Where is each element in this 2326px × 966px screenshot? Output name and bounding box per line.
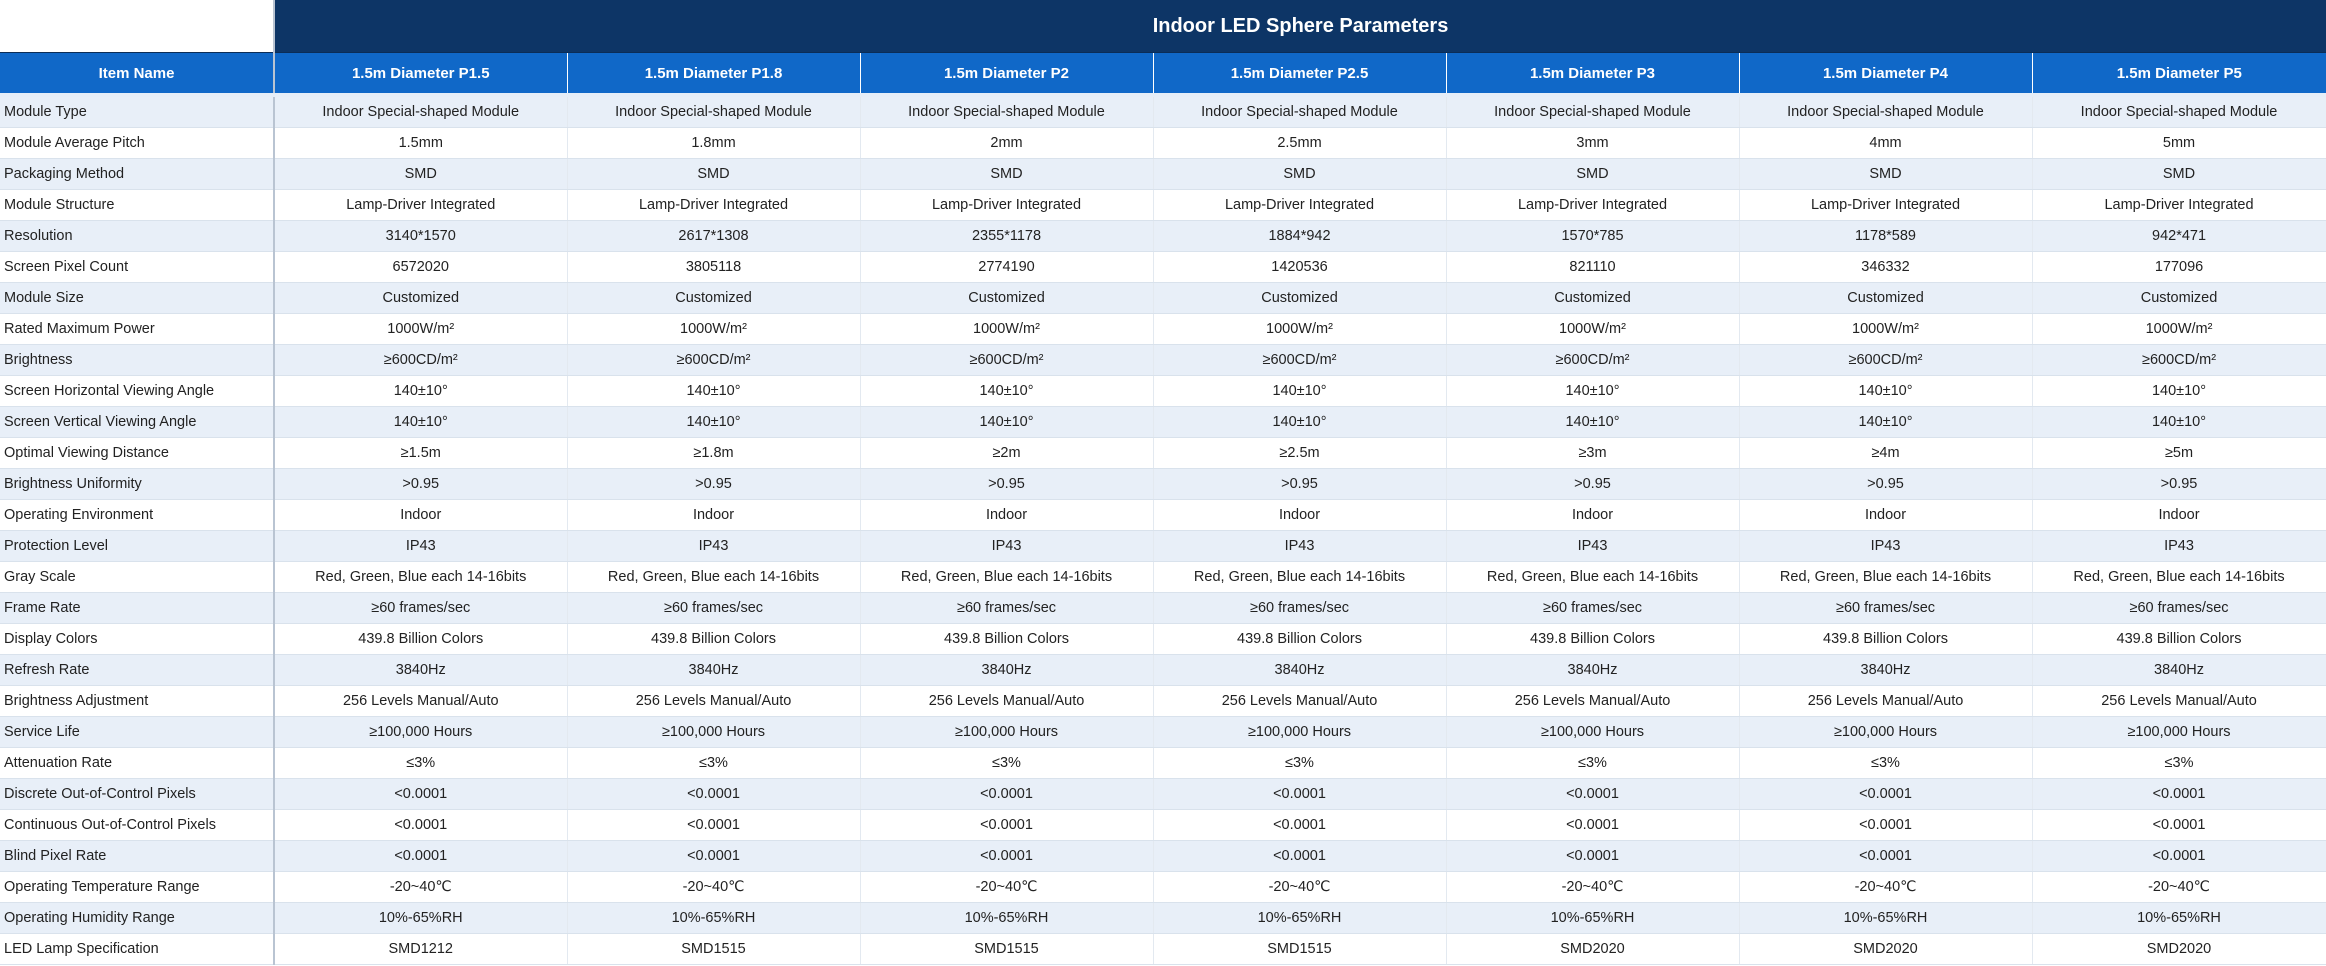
row-label: Gray Scale bbox=[0, 562, 274, 593]
row-value: IP43 bbox=[2032, 531, 2326, 562]
table-row bbox=[0, 531, 2326, 562]
row-value: ≥2.5m bbox=[1153, 438, 1446, 469]
row-value: >0.95 bbox=[274, 469, 567, 500]
row-value: -20~40℃ bbox=[1153, 872, 1446, 903]
row-value: <0.0001 bbox=[1739, 841, 2032, 872]
title-row bbox=[0, 0, 2326, 53]
row-value: ≥3m bbox=[1446, 438, 1739, 469]
table-row bbox=[0, 190, 2326, 221]
row-value: Indoor bbox=[274, 500, 567, 531]
row-value: 3840Hz bbox=[1446, 655, 1739, 686]
row-label: Blind Pixel Rate bbox=[0, 841, 274, 872]
row-value: ≥100,000 Hours bbox=[1446, 717, 1739, 748]
row-value: <0.0001 bbox=[860, 779, 1153, 810]
row-value: Indoor Special-shaped Module bbox=[860, 95, 1153, 128]
row-value: Customized bbox=[274, 283, 567, 314]
row-value: Indoor bbox=[2032, 500, 2326, 531]
row-value: <0.0001 bbox=[274, 779, 567, 810]
row-label: LED Lamp Specification bbox=[0, 934, 274, 965]
row-value: IP43 bbox=[567, 531, 860, 562]
table-row bbox=[0, 655, 2326, 686]
row-value: SMD2020 bbox=[1446, 934, 1739, 965]
row-value: <0.0001 bbox=[1446, 779, 1739, 810]
row-value: Indoor bbox=[567, 500, 860, 531]
row-value: 140±10° bbox=[274, 376, 567, 407]
table-row bbox=[0, 283, 2326, 314]
row-value: <0.0001 bbox=[1153, 841, 1446, 872]
row-value: -20~40℃ bbox=[567, 872, 860, 903]
row-value: ≥5m bbox=[2032, 438, 2326, 469]
row-value: ≥100,000 Hours bbox=[2032, 717, 2326, 748]
row-value: 439.8 Billion Colors bbox=[1153, 624, 1446, 655]
row-value: 3840Hz bbox=[1739, 655, 2032, 686]
table-row bbox=[0, 779, 2326, 810]
model-header: 1.5m Diameter P4 bbox=[1739, 53, 2032, 96]
row-value: ≥60 frames/sec bbox=[274, 593, 567, 624]
row-value: <0.0001 bbox=[2032, 779, 2326, 810]
table-row bbox=[0, 934, 2326, 965]
model-header: 1.5m Diameter P1.8 bbox=[567, 53, 860, 96]
row-value: Red, Green, Blue each 14-16bits bbox=[274, 562, 567, 593]
row-value: 3840Hz bbox=[2032, 655, 2326, 686]
row-label: Attenuation Rate bbox=[0, 748, 274, 779]
row-value: ≤3% bbox=[1446, 748, 1739, 779]
row-value: >0.95 bbox=[1153, 469, 1446, 500]
row-value: SMD bbox=[860, 159, 1153, 190]
row-value: ≥100,000 Hours bbox=[274, 717, 567, 748]
row-value: -20~40℃ bbox=[1446, 872, 1739, 903]
row-value: 140±10° bbox=[2032, 376, 2326, 407]
row-value: ≥1.8m bbox=[567, 438, 860, 469]
table-row bbox=[0, 872, 2326, 903]
row-value: <0.0001 bbox=[860, 810, 1153, 841]
row-label: Rated Maximum Power bbox=[0, 314, 274, 345]
row-value: 4mm bbox=[1739, 128, 2032, 159]
header-row bbox=[0, 53, 2326, 96]
row-value: ≤3% bbox=[1739, 748, 2032, 779]
row-value: 3mm bbox=[1446, 128, 1739, 159]
row-value: <0.0001 bbox=[2032, 841, 2326, 872]
row-value: IP43 bbox=[274, 531, 567, 562]
row-label: Discrete Out-of-Control Pixels bbox=[0, 779, 274, 810]
row-label: Operating Humidity Range bbox=[0, 903, 274, 934]
row-label: Service Life bbox=[0, 717, 274, 748]
item-name-header: Item Name bbox=[0, 53, 274, 96]
row-value: 1.8mm bbox=[567, 128, 860, 159]
row-value: Lamp-Driver Integrated bbox=[567, 190, 860, 221]
row-value: SMD1515 bbox=[860, 934, 1153, 965]
row-value: ≤3% bbox=[860, 748, 1153, 779]
row-value: <0.0001 bbox=[1739, 810, 2032, 841]
row-value: ≤3% bbox=[2032, 748, 2326, 779]
row-value: <0.0001 bbox=[1153, 779, 1446, 810]
row-value: 2774190 bbox=[860, 252, 1153, 283]
row-value: 1420536 bbox=[1153, 252, 1446, 283]
row-label: Packaging Method bbox=[0, 159, 274, 190]
row-label: Module Average Pitch bbox=[0, 128, 274, 159]
row-label: Operating Temperature Range bbox=[0, 872, 274, 903]
row-value: 140±10° bbox=[1446, 407, 1739, 438]
row-value: <0.0001 bbox=[860, 841, 1153, 872]
row-value: <0.0001 bbox=[274, 841, 567, 872]
table-row bbox=[0, 438, 2326, 469]
row-label: Continuous Out-of-Control Pixels bbox=[0, 810, 274, 841]
row-value: -20~40℃ bbox=[1739, 872, 2032, 903]
row-value: ≥600CD/m² bbox=[1739, 345, 2032, 376]
row-value: ≥100,000 Hours bbox=[860, 717, 1153, 748]
row-value: >0.95 bbox=[1446, 469, 1739, 500]
row-value: IP43 bbox=[1446, 531, 1739, 562]
row-value: ≥600CD/m² bbox=[567, 345, 860, 376]
row-value: IP43 bbox=[1153, 531, 1446, 562]
row-value: 140±10° bbox=[860, 376, 1153, 407]
row-value: 1178*589 bbox=[1739, 221, 2032, 252]
row-value: <0.0001 bbox=[1446, 810, 1739, 841]
row-value: Customized bbox=[1153, 283, 1446, 314]
table-row bbox=[0, 221, 2326, 252]
row-value: -20~40℃ bbox=[860, 872, 1153, 903]
row-value: Customized bbox=[2032, 283, 2326, 314]
row-value: 439.8 Billion Colors bbox=[567, 624, 860, 655]
row-value: ≤3% bbox=[567, 748, 860, 779]
row-value: 140±10° bbox=[2032, 407, 2326, 438]
row-value: ≥60 frames/sec bbox=[1446, 593, 1739, 624]
table-row bbox=[0, 128, 2326, 159]
row-value: 10%-65%RH bbox=[274, 903, 567, 934]
row-value: >0.95 bbox=[860, 469, 1153, 500]
row-value: <0.0001 bbox=[2032, 810, 2326, 841]
row-value: SMD2020 bbox=[2032, 934, 2326, 965]
table-row bbox=[0, 686, 2326, 717]
row-label: Screen Horizontal Viewing Angle bbox=[0, 376, 274, 407]
row-value: ≤3% bbox=[274, 748, 567, 779]
row-value: ≥600CD/m² bbox=[860, 345, 1153, 376]
row-value: 1000W/m² bbox=[2032, 314, 2326, 345]
table-row bbox=[0, 95, 2326, 128]
row-value: ≥600CD/m² bbox=[1446, 345, 1739, 376]
row-label: Resolution bbox=[0, 221, 274, 252]
row-value: 3840Hz bbox=[567, 655, 860, 686]
row-value: ≥100,000 Hours bbox=[567, 717, 860, 748]
row-value: Indoor Special-shaped Module bbox=[1446, 95, 1739, 128]
table-row bbox=[0, 314, 2326, 345]
row-value: ≥60 frames/sec bbox=[860, 593, 1153, 624]
row-value: Lamp-Driver Integrated bbox=[860, 190, 1153, 221]
row-value: Red, Green, Blue each 14-16bits bbox=[2032, 562, 2326, 593]
row-value: <0.0001 bbox=[567, 779, 860, 810]
row-value: 1570*785 bbox=[1446, 221, 1739, 252]
row-value: 2.5mm bbox=[1153, 128, 1446, 159]
row-value: 140±10° bbox=[567, 407, 860, 438]
row-value: 439.8 Billion Colors bbox=[1739, 624, 2032, 655]
row-label: Optimal Viewing Distance bbox=[0, 438, 274, 469]
table-row bbox=[0, 376, 2326, 407]
row-value: 256 Levels Manual/Auto bbox=[1153, 686, 1446, 717]
row-value: ≥60 frames/sec bbox=[2032, 593, 2326, 624]
row-value: SMD bbox=[2032, 159, 2326, 190]
row-value: -20~40℃ bbox=[274, 872, 567, 903]
row-value: Lamp-Driver Integrated bbox=[1446, 190, 1739, 221]
row-label: Brightness Adjustment bbox=[0, 686, 274, 717]
model-header: 1.5m Diameter P3 bbox=[1446, 53, 1739, 96]
row-value: 3840Hz bbox=[1153, 655, 1446, 686]
row-label: Display Colors bbox=[0, 624, 274, 655]
table-row bbox=[0, 469, 2326, 500]
row-label: Brightness bbox=[0, 345, 274, 376]
table-row bbox=[0, 593, 2326, 624]
row-value: 1000W/m² bbox=[567, 314, 860, 345]
row-value: 140±10° bbox=[1739, 407, 2032, 438]
row-value: 5mm bbox=[2032, 128, 2326, 159]
model-header: 1.5m Diameter P2 bbox=[860, 53, 1153, 96]
row-value: 942*471 bbox=[2032, 221, 2326, 252]
row-value: 1000W/m² bbox=[1739, 314, 2032, 345]
row-value: 140±10° bbox=[274, 407, 567, 438]
row-value: 140±10° bbox=[1739, 376, 2032, 407]
row-value: Lamp-Driver Integrated bbox=[2032, 190, 2326, 221]
table-body bbox=[0, 95, 2326, 965]
row-value: Red, Green, Blue each 14-16bits bbox=[1739, 562, 2032, 593]
row-value: Indoor Special-shaped Module bbox=[274, 95, 567, 128]
row-label: Screen Pixel Count bbox=[0, 252, 274, 283]
row-value: Indoor bbox=[1153, 500, 1446, 531]
row-value: 6572020 bbox=[274, 252, 567, 283]
row-label: Module Type bbox=[0, 95, 274, 128]
row-value: ≥4m bbox=[1739, 438, 2032, 469]
table-row bbox=[0, 407, 2326, 438]
row-value: <0.0001 bbox=[1153, 810, 1446, 841]
row-value: IP43 bbox=[1739, 531, 2032, 562]
row-value: Lamp-Driver Integrated bbox=[274, 190, 567, 221]
table-row bbox=[0, 624, 2326, 655]
row-value: <0.0001 bbox=[567, 841, 860, 872]
row-value: 3840Hz bbox=[274, 655, 567, 686]
row-value: ≥100,000 Hours bbox=[1153, 717, 1446, 748]
row-value: SMD bbox=[274, 159, 567, 190]
row-value: Indoor bbox=[1739, 500, 2032, 531]
row-value: 1000W/m² bbox=[1446, 314, 1739, 345]
row-value: 140±10° bbox=[1153, 407, 1446, 438]
table-title: Indoor LED Sphere Parameters bbox=[274, 0, 2326, 53]
row-value: ≥1.5m bbox=[274, 438, 567, 469]
row-value: Customized bbox=[1739, 283, 2032, 314]
row-value: <0.0001 bbox=[567, 810, 860, 841]
row-value: >0.95 bbox=[2032, 469, 2326, 500]
row-value: 10%-65%RH bbox=[860, 903, 1153, 934]
table-row bbox=[0, 159, 2326, 190]
row-value: 439.8 Billion Colors bbox=[2032, 624, 2326, 655]
table-row bbox=[0, 345, 2326, 376]
row-value: 439.8 Billion Colors bbox=[274, 624, 567, 655]
row-value: 3805118 bbox=[567, 252, 860, 283]
row-value: Indoor Special-shaped Module bbox=[1153, 95, 1446, 128]
row-value: 3140*1570 bbox=[274, 221, 567, 252]
row-value: 177096 bbox=[2032, 252, 2326, 283]
model-header: 1.5m Diameter P2.5 bbox=[1153, 53, 1446, 96]
model-header: 1.5m Diameter P1.5 bbox=[274, 53, 567, 96]
row-value: ≤3% bbox=[1153, 748, 1446, 779]
row-value: 256 Levels Manual/Auto bbox=[1446, 686, 1739, 717]
row-label: Brightness Uniformity bbox=[0, 469, 274, 500]
row-value: 1000W/m² bbox=[1153, 314, 1446, 345]
row-value: Indoor Special-shaped Module bbox=[1739, 95, 2032, 128]
row-value: SMD bbox=[567, 159, 860, 190]
row-value: 1000W/m² bbox=[274, 314, 567, 345]
row-value: 140±10° bbox=[1153, 376, 1446, 407]
row-value: Red, Green, Blue each 14-16bits bbox=[860, 562, 1153, 593]
row-value: 140±10° bbox=[860, 407, 1153, 438]
row-value: 10%-65%RH bbox=[567, 903, 860, 934]
row-value: SMD bbox=[1153, 159, 1446, 190]
row-value: 1.5mm bbox=[274, 128, 567, 159]
row-value: 10%-65%RH bbox=[1739, 903, 2032, 934]
title-blank-cell bbox=[0, 0, 274, 53]
row-value: <0.0001 bbox=[1739, 779, 2032, 810]
row-value: 10%-65%RH bbox=[1446, 903, 1739, 934]
row-value: ≥2m bbox=[860, 438, 1153, 469]
row-value: 140±10° bbox=[1446, 376, 1739, 407]
row-value: 10%-65%RH bbox=[2032, 903, 2326, 934]
row-value: Indoor Special-shaped Module bbox=[2032, 95, 2326, 128]
row-label: Frame Rate bbox=[0, 593, 274, 624]
row-value: 2355*1178 bbox=[860, 221, 1153, 252]
row-value: 2617*1308 bbox=[567, 221, 860, 252]
table-row bbox=[0, 500, 2326, 531]
table-row bbox=[0, 841, 2326, 872]
row-value: 256 Levels Manual/Auto bbox=[860, 686, 1153, 717]
row-value: -20~40℃ bbox=[2032, 872, 2326, 903]
row-value: Customized bbox=[1446, 283, 1739, 314]
row-value: Indoor bbox=[1446, 500, 1739, 531]
row-label: Operating Environment bbox=[0, 500, 274, 531]
row-value: ≥600CD/m² bbox=[2032, 345, 2326, 376]
row-value: 10%-65%RH bbox=[1153, 903, 1446, 934]
row-value: SMD1515 bbox=[1153, 934, 1446, 965]
table-row bbox=[0, 252, 2326, 283]
row-value: Red, Green, Blue each 14-16bits bbox=[1446, 562, 1739, 593]
row-value: ≥60 frames/sec bbox=[1153, 593, 1446, 624]
row-label: Protection Level bbox=[0, 531, 274, 562]
row-value: SMD bbox=[1446, 159, 1739, 190]
row-value: 2mm bbox=[860, 128, 1153, 159]
row-value: Customized bbox=[860, 283, 1153, 314]
row-value: 1884*942 bbox=[1153, 221, 1446, 252]
row-value: 1000W/m² bbox=[860, 314, 1153, 345]
row-label: Module Structure bbox=[0, 190, 274, 221]
row-value: 346332 bbox=[1739, 252, 2032, 283]
row-value: >0.95 bbox=[567, 469, 860, 500]
row-value: 256 Levels Manual/Auto bbox=[567, 686, 860, 717]
row-value: 256 Levels Manual/Auto bbox=[274, 686, 567, 717]
row-value: Red, Green, Blue each 14-16bits bbox=[1153, 562, 1446, 593]
row-value: 256 Levels Manual/Auto bbox=[1739, 686, 2032, 717]
row-value: ≥600CD/m² bbox=[274, 345, 567, 376]
row-value: IP43 bbox=[860, 531, 1153, 562]
row-value: 439.8 Billion Colors bbox=[860, 624, 1153, 655]
row-value: 439.8 Billion Colors bbox=[1446, 624, 1739, 655]
row-value: SMD bbox=[1739, 159, 2032, 190]
row-value: Indoor Special-shaped Module bbox=[567, 95, 860, 128]
row-value: >0.95 bbox=[1739, 469, 2032, 500]
row-label: Module Size bbox=[0, 283, 274, 314]
model-header: 1.5m Diameter P5 bbox=[2032, 53, 2326, 96]
table-row bbox=[0, 562, 2326, 593]
row-value: ≥600CD/m² bbox=[1153, 345, 1446, 376]
table-row bbox=[0, 810, 2326, 841]
row-value: <0.0001 bbox=[1446, 841, 1739, 872]
row-value: SMD1515 bbox=[567, 934, 860, 965]
row-value: 256 Levels Manual/Auto bbox=[2032, 686, 2326, 717]
row-value: Red, Green, Blue each 14-16bits bbox=[567, 562, 860, 593]
row-value: 140±10° bbox=[567, 376, 860, 407]
row-value: 821110 bbox=[1446, 252, 1739, 283]
row-label: Screen Vertical Viewing Angle bbox=[0, 407, 274, 438]
row-label: Refresh Rate bbox=[0, 655, 274, 686]
row-value: Customized bbox=[567, 283, 860, 314]
table-row bbox=[0, 748, 2326, 779]
row-value: ≥60 frames/sec bbox=[567, 593, 860, 624]
row-value: SMD1212 bbox=[274, 934, 567, 965]
row-value: Indoor bbox=[860, 500, 1153, 531]
row-value: Lamp-Driver Integrated bbox=[1153, 190, 1446, 221]
row-value: ≥100,000 Hours bbox=[1739, 717, 2032, 748]
row-value: Lamp-Driver Integrated bbox=[1739, 190, 2032, 221]
row-value: <0.0001 bbox=[274, 810, 567, 841]
row-value: 3840Hz bbox=[860, 655, 1153, 686]
row-value: ≥60 frames/sec bbox=[1739, 593, 2032, 624]
table-row bbox=[0, 903, 2326, 934]
table-row bbox=[0, 717, 2326, 748]
row-value: SMD2020 bbox=[1739, 934, 2032, 965]
